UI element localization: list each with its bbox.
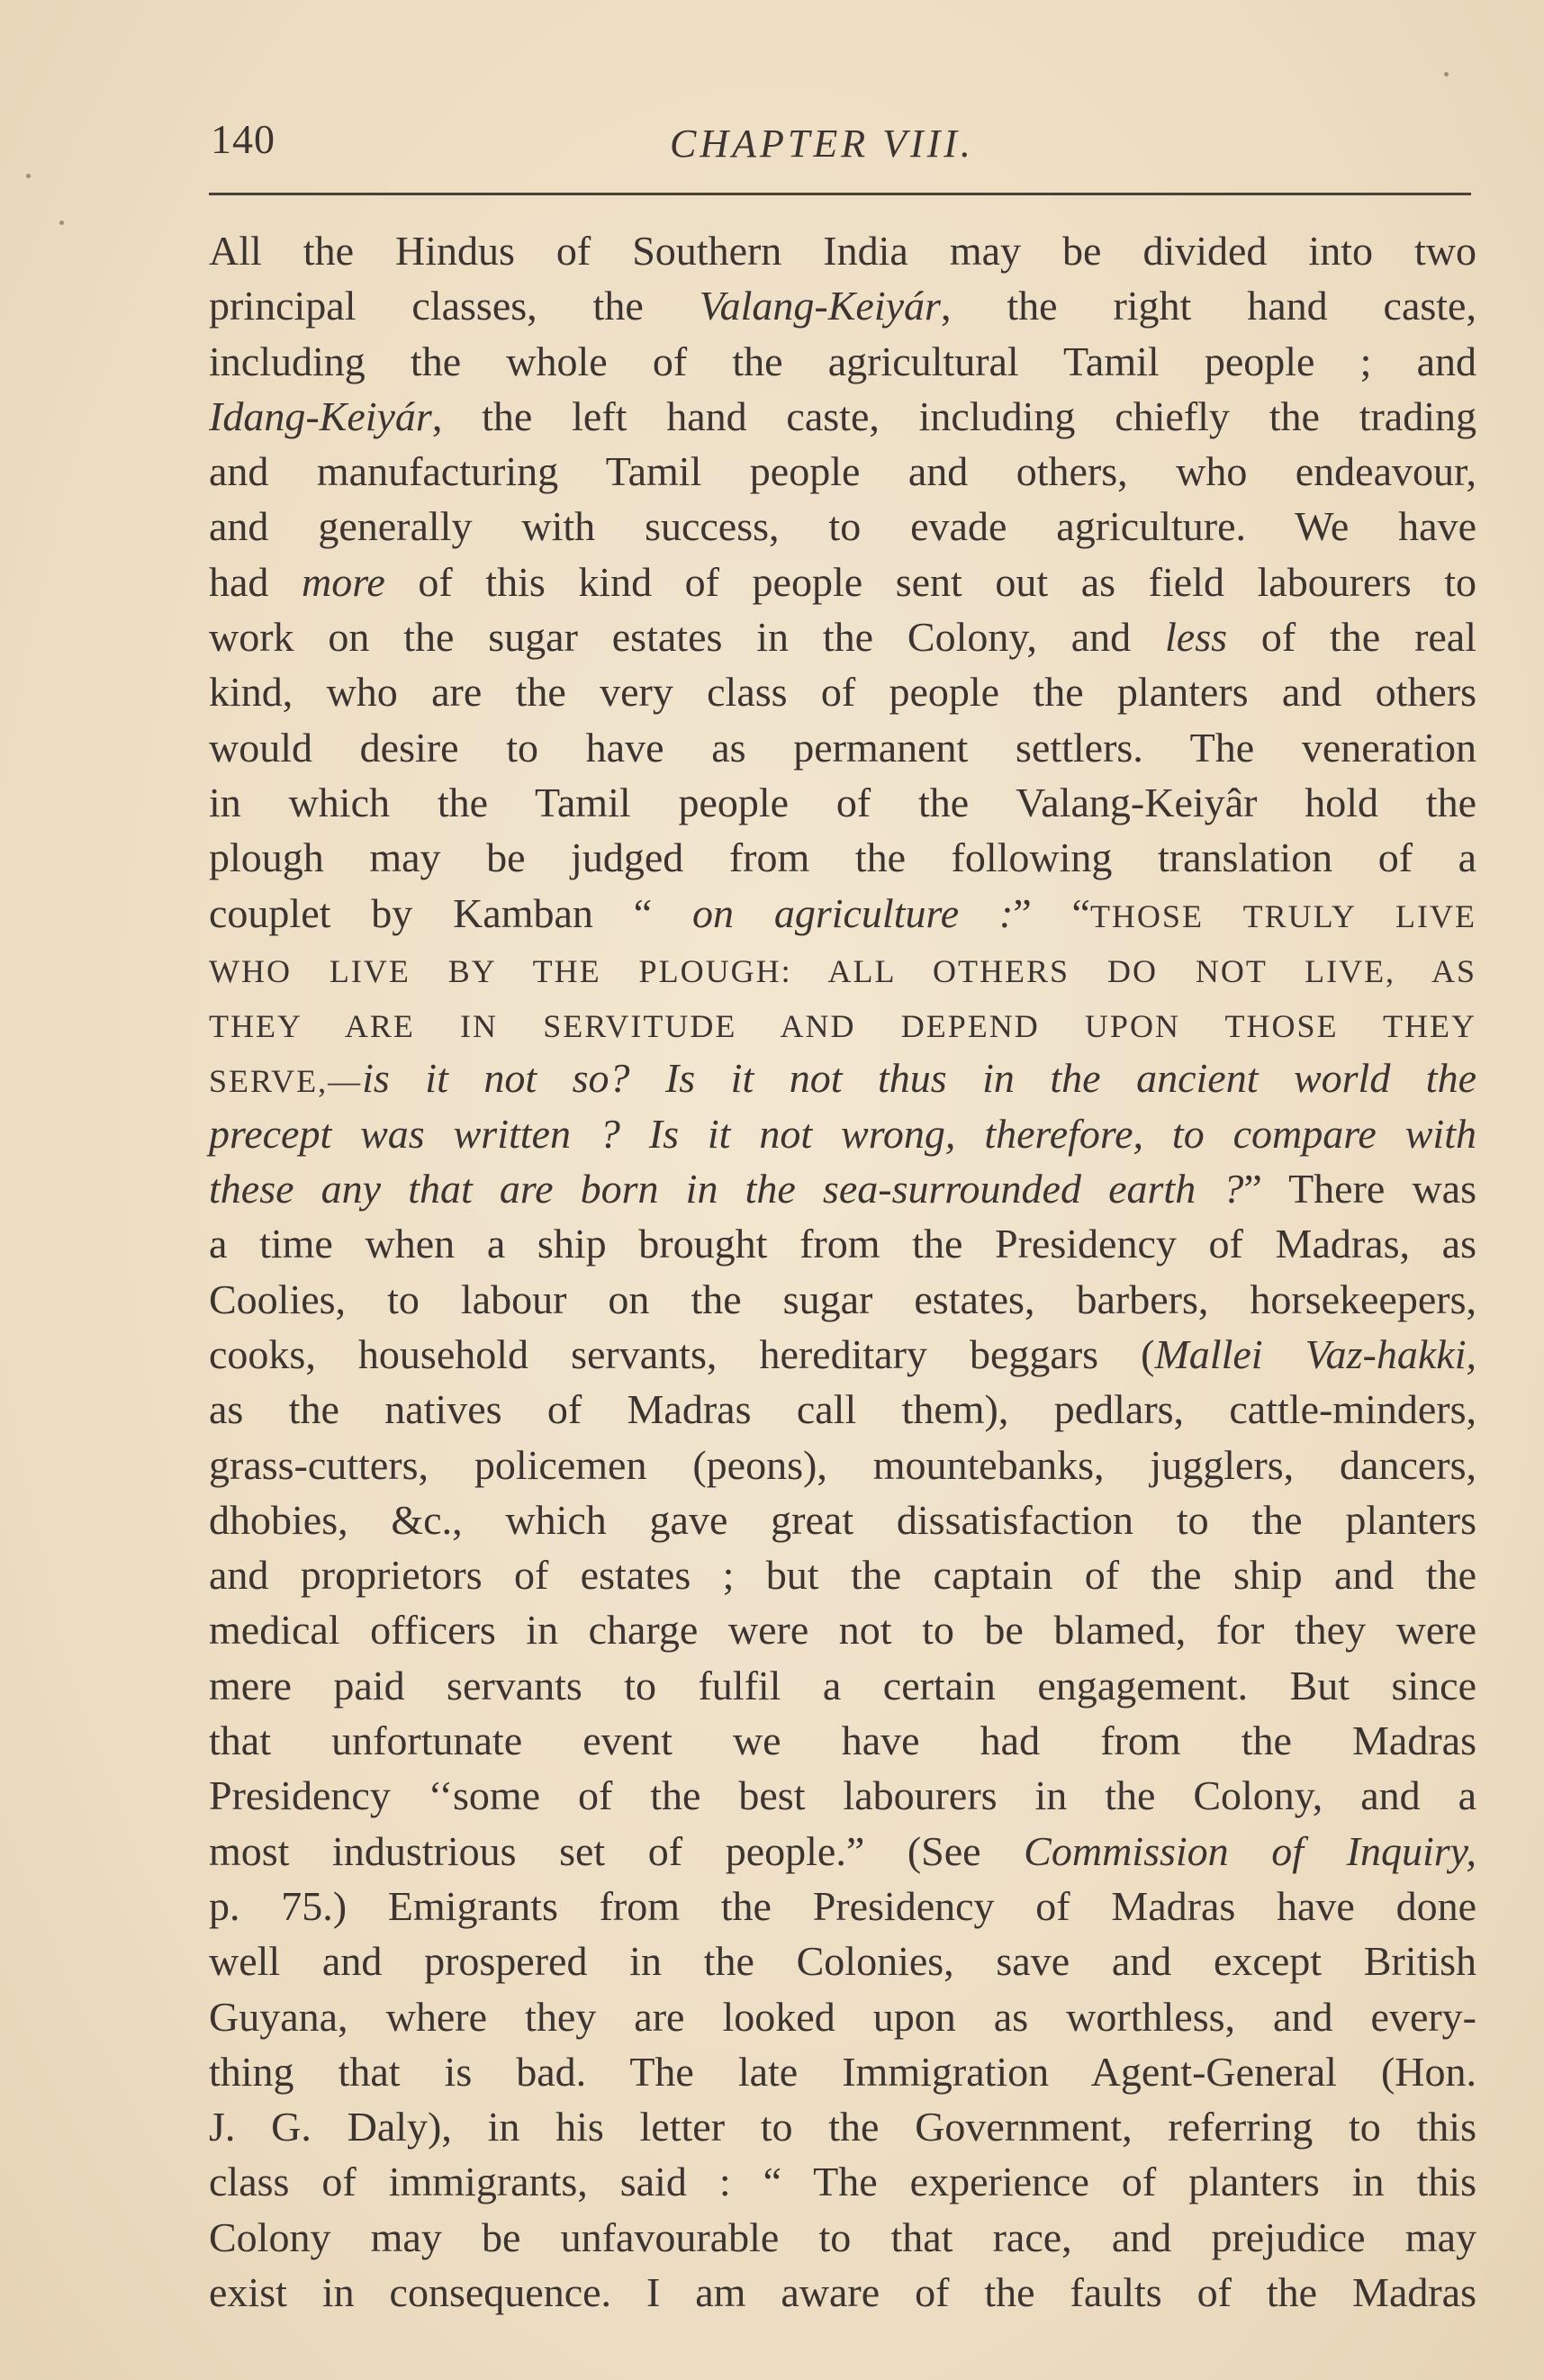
text-run: dhobies, &c., which gave great dissatisfaction to the planters [209, 1496, 1476, 1543]
small-caps-run: WHO LIVE BY THE PLOUGH: ALL OTHERS DO NOT LIVE, AS [209, 952, 1476, 989]
page-number: 140 [211, 116, 275, 162]
text-run: would desire to have as permanent settlers. The veneration [209, 724, 1476, 771]
italic-run: is it not so? Is it not thus in the ancient world the [362, 1055, 1476, 1102]
italic-run: Valang-Keiyár [699, 283, 941, 329]
italic-run: on agriculture : [692, 889, 1014, 936]
text-line [209, 444, 1476, 499]
running-head [209, 106, 1476, 178]
text-run: that unfortunate event we have had from the Madras [209, 1717, 1476, 1764]
paper-speck [59, 221, 64, 225]
text-line [209, 775, 1476, 830]
text-line [209, 1658, 1476, 1713]
text-run: exist in consequence. I am aware of the faults of the Madras [209, 2268, 1476, 2315]
text-run: couplet by Kamban “ [209, 889, 692, 936]
text-run: and generally with success, to evade agriculture. We have [209, 503, 1476, 550]
text-line [209, 278, 1476, 333]
text-line [209, 1050, 1476, 1105]
text-run: ” There was [1243, 1166, 1477, 1213]
text-run: thing that is bad. The late Immigration Agent-General (Hon. [209, 2048, 1476, 2095]
text-run: and manufacturing Tamil people and others, who endeavour, [209, 448, 1476, 495]
italic-run: these any that are born in the sea-surrounded earth ? [209, 1166, 1244, 1213]
text-line [209, 389, 1476, 444]
text-line [209, 2154, 1476, 2209]
text-line [209, 1106, 1476, 1161]
text-line [209, 1161, 1476, 1216]
text-run: had [209, 558, 302, 605]
text-line [209, 1547, 1476, 1602]
text-line [209, 664, 1476, 719]
body-text [209, 223, 1476, 2320]
text-run: well and prospered in the Colonies, save and except British [209, 1938, 1476, 1985]
text-line [209, 1602, 1476, 1657]
italic-run: less [1165, 614, 1227, 661]
text-line [209, 1824, 1476, 1879]
text-line [209, 223, 1476, 278]
text-line [209, 1989, 1476, 2044]
text-run: Coolies, to labour on the sugar estates, barbers, horsekeepers, [209, 1276, 1476, 1322]
small-caps-run: THOSE TRULY LIVE [1089, 897, 1476, 934]
italic-run: Commission of Inquiry, [1024, 1827, 1476, 1874]
text-run: including the whole of the agricultural Tamil people ; and [209, 338, 1476, 384]
text-run: medical officers in charge were not to be blamed, for they were [209, 1607, 1476, 1654]
chapter-title: CHAPTER VIII. [670, 122, 974, 166]
text-run: of this kind of people sent out as field labourers to [384, 558, 1477, 605]
paper-speck [26, 174, 31, 178]
text-run: in which the Tamil people of the Valang-Keiyâr hold the [209, 779, 1476, 825]
text-run: of the real [1227, 614, 1476, 661]
italic-run: precept was written ? Is it not wrong, therefore, to compare with [209, 1110, 1476, 1157]
text-line [209, 830, 1476, 885]
small-caps-run: THEY ARE IN SERVITUDE AND DEPEND UPON THOSE THEY [209, 1008, 1476, 1045]
text-run: a time when a ship brought from the Presidency of Madras, as [209, 1221, 1476, 1267]
text-run: mere paid servants to fulfil a certain engagement. But since [209, 1662, 1476, 1708]
text-line [209, 2210, 1476, 2265]
text-run: and proprietors of estates ; but the captain of the ship and the [209, 1552, 1476, 1599]
small-caps-run: SERVE,— [209, 1063, 363, 1100]
text-run: as the natives of Madras call them), pedlars, cattle-minders, [209, 1386, 1476, 1433]
text-line [209, 886, 1476, 941]
text-line [209, 1934, 1476, 1988]
text-run: All the Hindus of Southern India may be divided into two [209, 228, 1476, 274]
text-run: p. 75.) Emigrants from the Presidency of Madras have done [209, 1882, 1476, 1929]
text-line [209, 720, 1476, 775]
text-line [209, 1327, 1476, 1382]
text-line [209, 1216, 1476, 1271]
text-run: Guyana, where they are looked upon as worthless, and every- [209, 1993, 1476, 2040]
text-run: , the left hand caste, including chiefly the trading [431, 392, 1476, 439]
text-line [209, 1382, 1476, 1437]
text-run: most industrious set of people.” (See [209, 1827, 1025, 1874]
italic-run: Mallei Vaz-hakki, [1154, 1330, 1476, 1377]
text-run: , the right hand caste, [940, 283, 1476, 329]
text-line [209, 609, 1476, 664]
text-run: class of immigrants, said : “ The experience of planters in this [209, 2159, 1476, 2205]
text-line [209, 554, 1476, 609]
text-line [209, 1492, 1476, 1547]
text-run: Presidency ‘‘some of the best labourers in the Colony, and a [209, 1772, 1476, 1819]
text-line [209, 996, 1476, 1050]
text-line [209, 1879, 1476, 1934]
paper-speck [1444, 72, 1449, 77]
text-run: kind, who are the very class of people the planters and others [209, 669, 1476, 716]
text-run: work on the sugar estates in the Colony, and [209, 614, 1165, 661]
text-line [209, 1272, 1476, 1327]
italic-run: Idang-Keiyár [209, 392, 432, 439]
text-line [209, 499, 1476, 554]
text-run: J. G. Daly), in his letter to the Government, referring to this [209, 2104, 1476, 2150]
text-line [209, 941, 1476, 996]
text-line [209, 2099, 1476, 2154]
text-line [209, 1438, 1476, 1492]
text-line [209, 334, 1476, 389]
text-run: ” “ [1013, 889, 1090, 936]
text-run: principal classes, the [209, 283, 700, 329]
text-line [209, 2265, 1476, 2320]
book-page [209, 106, 1477, 2315]
text-run: plough may be judged from the following translation of a [209, 834, 1476, 881]
text-line [209, 1768, 1476, 1823]
text-run: grass-cutters, policemen (peons), mountebanks, jugglers, dancers, [209, 1441, 1476, 1488]
italic-run: more [302, 558, 385, 605]
text-run: Colony may be unfavourable to that race, and prejudice may [209, 2213, 1476, 2260]
header-rule [209, 193, 1471, 195]
text-line [209, 2044, 1476, 2099]
text-line [209, 1713, 1476, 1768]
text-run: cooks, household servants, hereditary beggars ( [209, 1330, 1155, 1377]
